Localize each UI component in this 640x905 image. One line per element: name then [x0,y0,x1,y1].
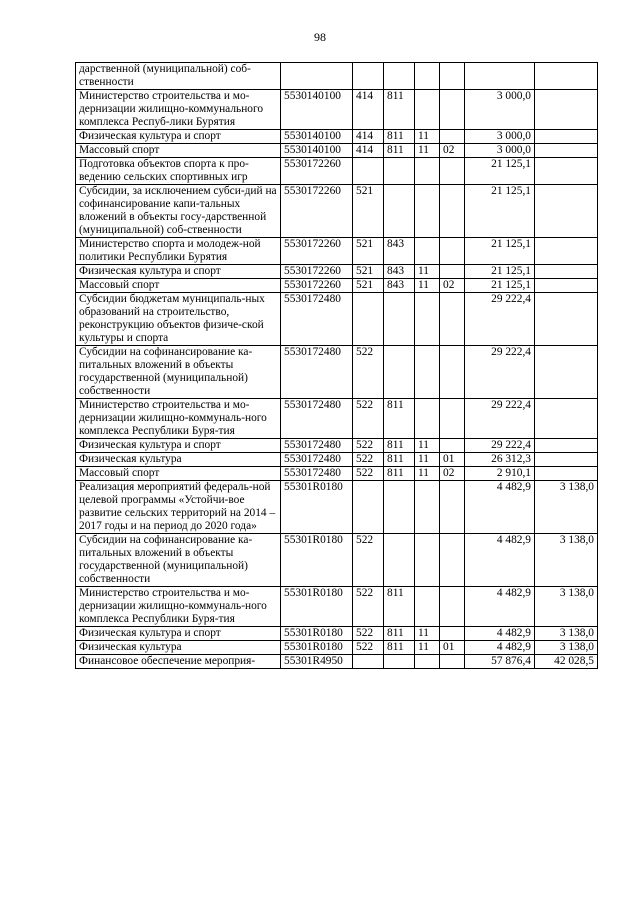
amount-cell: 21 125,1 [465,158,535,185]
section-cell: 11 [415,627,440,641]
federal-amount-cell: 42 028,5 [535,655,598,669]
target-article-cell: 5530172480 [281,293,353,346]
section-cell [415,655,440,669]
section-cell [415,293,440,346]
subsection-cell: 02 [440,467,465,481]
ministry-code-cell [384,346,415,399]
amount-cell [465,63,535,90]
section-cell: 11 [415,439,440,453]
subsection-cell [440,238,465,265]
ministry-code-cell: 811 [384,467,415,481]
expense-type-cell: 522 [353,641,384,655]
expense-type-cell: 414 [353,130,384,144]
subsection-cell [440,481,465,534]
subsection-cell [440,185,465,238]
expense-type-cell: 522 [353,399,384,439]
section-cell: 11 [415,265,440,279]
federal-amount-cell: 3 138,0 [535,481,598,534]
subsection-cell [440,399,465,439]
amount-cell: 26 312,3 [465,453,535,467]
amount-cell: 21 125,1 [465,185,535,238]
table-row [76,144,598,158]
expense-type-cell [353,481,384,534]
section-cell [415,481,440,534]
expense-type-cell: 521 [353,279,384,293]
table-row [76,265,598,279]
section-cell [415,399,440,439]
ministry-code-cell: 811 [384,587,415,627]
table-row [76,63,598,90]
expense-type-cell: 522 [353,439,384,453]
subsection-cell: 02 [440,144,465,158]
target-article-cell: 5530172260 [281,279,353,293]
section-cell [415,534,440,587]
amount-cell: 2 910,1 [465,467,535,481]
federal-amount-cell [535,346,598,399]
table-body [76,63,598,669]
row-name-cell: Физическая культура и спорт [76,130,281,144]
target-article-cell: 5530172480 [281,399,353,439]
table-row [76,158,598,185]
expense-type-cell: 522 [353,346,384,399]
expense-type-cell: 521 [353,238,384,265]
row-name-cell: дарственной (муниципальной) соб-ственности [76,63,281,90]
target-article-cell: 5530172480 [281,453,353,467]
table-row [76,587,598,627]
federal-amount-cell [535,453,598,467]
expense-type-cell: 414 [353,144,384,158]
target-article-cell: 5530172260 [281,238,353,265]
row-name-cell: Реализация мероприятий федераль-ной целевой программы «Устойчи-вое развитие сельских территорий на 2014 – 2017 годы и на период до 2020 года» [76,481,281,534]
expense-type-cell: 521 [353,185,384,238]
ministry-code-cell [384,293,415,346]
section-cell: 11 [415,130,440,144]
subsection-cell: 01 [440,453,465,467]
ministry-code-cell [384,63,415,90]
federal-amount-cell [535,265,598,279]
budget-table [75,62,598,669]
table-row [76,185,598,238]
target-article-cell: 5530140100 [281,90,353,130]
subsection-cell [440,439,465,453]
row-name-cell: Субсидии на софинансирование ка-питальных вложений в объекты государственной (муниципальной) собственности [76,346,281,399]
section-cell: 11 [415,453,440,467]
row-name-cell: Министерство строительства и мо-дернизации жилищно-коммунального комплекса Респуб-лики Бурятия [76,90,281,130]
expense-type-cell: 522 [353,467,384,481]
ministry-code-cell [384,158,415,185]
ministry-code-cell: 811 [384,399,415,439]
expense-type-cell: 522 [353,627,384,641]
federal-amount-cell [535,439,598,453]
section-cell: 11 [415,279,440,293]
federal-amount-cell [535,90,598,130]
ministry-code-cell: 843 [384,279,415,293]
federal-amount-cell [535,144,598,158]
row-name-cell: Подготовка объектов спорта к про-ведению сельских спортивных игр [76,158,281,185]
row-name-cell: Субсидии на софинансирование ка-питальных вложений в объекты государственной (муниципальной) собственности [76,534,281,587]
amount-cell: 4 482,9 [465,641,535,655]
ministry-code-cell: 843 [384,238,415,265]
subsection-cell [440,293,465,346]
subsection-cell [440,655,465,669]
target-article-cell: 55301R0180 [281,641,353,655]
expense-type-cell: 414 [353,90,384,130]
amount-cell: 4 482,9 [465,481,535,534]
section-cell: 11 [415,144,440,158]
federal-amount-cell [535,293,598,346]
ministry-code-cell: 811 [384,439,415,453]
row-name-cell: Министерство строительства и мо-дернизации жилищно-коммуналь-ного комплекса Республики Буря-тия [76,399,281,439]
row-name-cell: Физическая культура и спорт [76,439,281,453]
target-article-cell: 55301R0180 [281,627,353,641]
amount-cell: 21 125,1 [465,279,535,293]
section-cell [415,90,440,130]
table-row [76,238,598,265]
target-article-cell: 55301R0180 [281,534,353,587]
target-article-cell: 5530172260 [281,185,353,238]
section-cell [415,587,440,627]
subsection-cell [440,130,465,144]
section-cell [415,63,440,90]
subsection-cell [440,265,465,279]
ministry-code-cell [384,655,415,669]
target-article-cell [281,63,353,90]
federal-amount-cell [535,399,598,439]
ministry-code-cell: 811 [384,641,415,655]
federal-amount-cell [535,279,598,293]
amount-cell: 21 125,1 [465,265,535,279]
target-article-cell: 5530140100 [281,144,353,158]
ministry-code-cell: 811 [384,144,415,158]
amount-cell: 29 222,4 [465,346,535,399]
federal-amount-cell: 3 138,0 [535,627,598,641]
amount-cell: 29 222,4 [465,439,535,453]
amount-cell: 3 000,0 [465,90,535,130]
table-row [76,439,598,453]
expense-type-cell [353,655,384,669]
amount-cell: 4 482,9 [465,534,535,587]
row-name-cell: Субсидии, за исключением субси-дий на софинансирование капи-тальных вложений в объекты госу-дарственной (муниципальной) соб-ственности [76,185,281,238]
expense-type-cell [353,63,384,90]
expense-type-cell: 521 [353,265,384,279]
target-article-cell: 55301R0180 [281,481,353,534]
amount-cell: 29 222,4 [465,293,535,346]
row-name-cell: Финансовое обеспечение мероприя- [76,655,281,669]
row-name-cell: Массовый спорт [76,144,281,158]
section-cell [415,238,440,265]
federal-amount-cell [535,238,598,265]
federal-amount-cell: 3 138,0 [535,534,598,587]
ministry-code-cell [384,481,415,534]
section-cell [415,346,440,399]
subsection-cell: 01 [440,641,465,655]
section-cell [415,158,440,185]
target-article-cell: 5530140100 [281,130,353,144]
table-row [76,346,598,399]
federal-amount-cell [535,158,598,185]
section-cell: 11 [415,641,440,655]
subsection-cell [440,627,465,641]
ministry-code-cell: 811 [384,90,415,130]
page-number: 98 [314,30,326,44]
table-row [76,534,598,587]
expense-type-cell: 522 [353,587,384,627]
subsection-cell [440,587,465,627]
amount-cell: 21 125,1 [465,238,535,265]
subsection-cell [440,534,465,587]
table-row [76,90,598,130]
table-row [76,399,598,439]
target-article-cell: 5530172480 [281,467,353,481]
table-row [76,641,598,655]
target-article-cell: 5530172260 [281,158,353,185]
ministry-code-cell [384,534,415,587]
row-name-cell: Физическая культура и спорт [76,265,281,279]
table-row [76,481,598,534]
section-cell: 11 [415,467,440,481]
row-name-cell: Физическая культура и спорт [76,627,281,641]
expense-type-cell: 522 [353,534,384,587]
target-article-cell: 55301R0180 [281,587,353,627]
subsection-cell [440,346,465,399]
federal-amount-cell: 3 138,0 [535,641,598,655]
row-name-cell: Физическая культура [76,641,281,655]
ministry-code-cell: 811 [384,453,415,467]
table-row [76,130,598,144]
ministry-code-cell [384,185,415,238]
row-name-cell: Массовый спорт [76,279,281,293]
target-article-cell: 5530172480 [281,346,353,399]
table-row [76,293,598,346]
target-article-cell: 5530172260 [281,265,353,279]
amount-cell: 4 482,9 [465,587,535,627]
subsection-cell [440,158,465,185]
row-name-cell: Министерство спорта и молодеж-ной политики Республики Бурятия [76,238,281,265]
table-row [76,453,598,467]
amount-cell: 3 000,0 [465,130,535,144]
row-name-cell: Массовый спорт [76,467,281,481]
federal-amount-cell: 3 138,0 [535,587,598,627]
expense-type-cell: 522 [353,453,384,467]
table-row [76,279,598,293]
table-row [76,627,598,641]
row-name-cell: Физическая культура [76,453,281,467]
ministry-code-cell: 843 [384,265,415,279]
amount-cell: 4 482,9 [465,627,535,641]
section-cell [415,185,440,238]
subsection-cell [440,63,465,90]
row-name-cell: Министерство строительства и мо-дернизации жилищно-коммуналь-ного комплекса Республики Буря-тия [76,587,281,627]
expense-type-cell [353,158,384,185]
federal-amount-cell [535,185,598,238]
subsection-cell: 02 [440,279,465,293]
federal-amount-cell [535,467,598,481]
target-article-cell: 5530172480 [281,439,353,453]
subsection-cell [440,90,465,130]
ministry-code-cell: 811 [384,130,415,144]
expense-type-cell [353,293,384,346]
table-row [76,467,598,481]
target-article-cell: 55301R4950 [281,655,353,669]
amount-cell: 57 876,4 [465,655,535,669]
table-row [76,655,598,669]
amount-cell: 3 000,0 [465,144,535,158]
row-name-cell: Субсидии бюджетам муниципаль-ных образований на строительство, реконструкцию объектов физиче-ской культуры и спорта [76,293,281,346]
amount-cell: 29 222,4 [465,399,535,439]
federal-amount-cell [535,63,598,90]
federal-amount-cell [535,130,598,144]
ministry-code-cell: 811 [384,627,415,641]
